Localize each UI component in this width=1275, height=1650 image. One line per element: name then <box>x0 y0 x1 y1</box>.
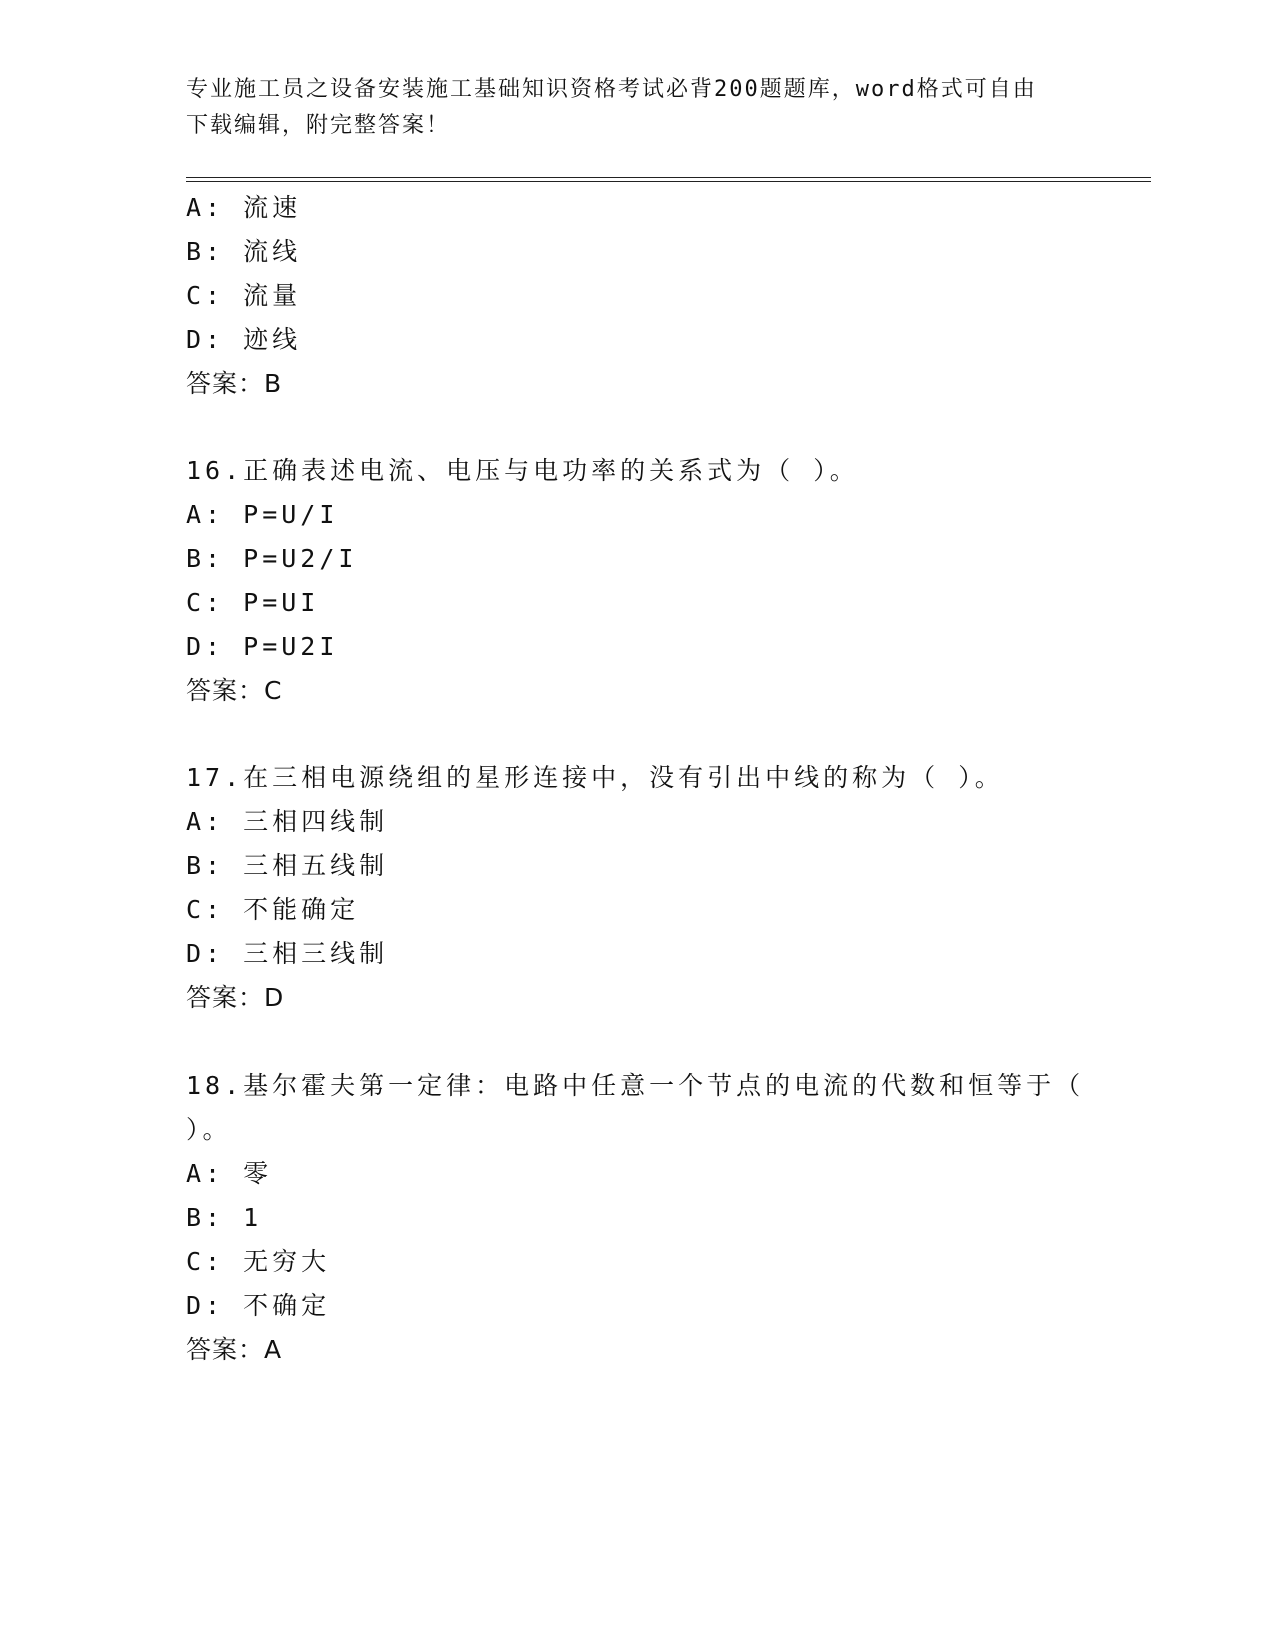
q16-option-d: D: P=U2I <box>186 632 339 661</box>
header-divider-top <box>186 177 1151 178</box>
q15-option-a: A: 流速 <box>186 193 302 222</box>
q17-option-d: D: 三相三线制 <box>186 939 389 968</box>
q16-question: 16.正确表述电流、电压与电功率的关系式为（ ）。 <box>186 456 859 485</box>
q18-option-c: C: 无穷大 <box>186 1247 331 1276</box>
q18-option-b: B: 1 <box>186 1203 263 1232</box>
q18-question-line-2: ）。 <box>186 1115 232 1144</box>
header-line-1: 专业施工员之设备安装施工基础知识资格考试必背200题题库，word格式可自由 <box>186 77 1037 102</box>
q17-option-c: C: 不能确定 <box>186 895 360 924</box>
q17-answer: 答案：D <box>186 983 285 1012</box>
q15-option-c: C: 流量 <box>186 281 302 310</box>
q17-question: 17.在三相电源绕组的星形连接中，没有引出中线的称为（ ）。 <box>186 763 1004 792</box>
q15-option-b: B: 流线 <box>186 237 302 266</box>
q15-answer: 答案：B <box>186 369 283 398</box>
q16-option-a: A: P=U/I <box>186 500 339 529</box>
q15-option-d: D: 迹线 <box>186 325 302 354</box>
document-header <box>186 72 1066 144</box>
q18-option-a: A: 零 <box>186 1159 273 1188</box>
q16-option-c: C: P=UI <box>186 588 320 617</box>
q16-answer: 答案：C <box>186 676 283 705</box>
header-line-2: 下载编辑，附完整答案！ <box>186 113 451 138</box>
q18-option-d: D: 不确定 <box>186 1291 331 1320</box>
q16-option-b: B: P=U2/I <box>186 544 358 573</box>
header-divider-bottom <box>186 181 1151 182</box>
q17-option-a: A: 三相四线制 <box>186 807 389 836</box>
q17-option-b: B: 三相五线制 <box>186 851 389 880</box>
q18-question-line-1: 18.基尔霍夫第一定律：电路中任意一个节点的电流的代数和恒等于（ <box>186 1071 1085 1100</box>
q18-answer: 答案：A <box>186 1335 283 1364</box>
